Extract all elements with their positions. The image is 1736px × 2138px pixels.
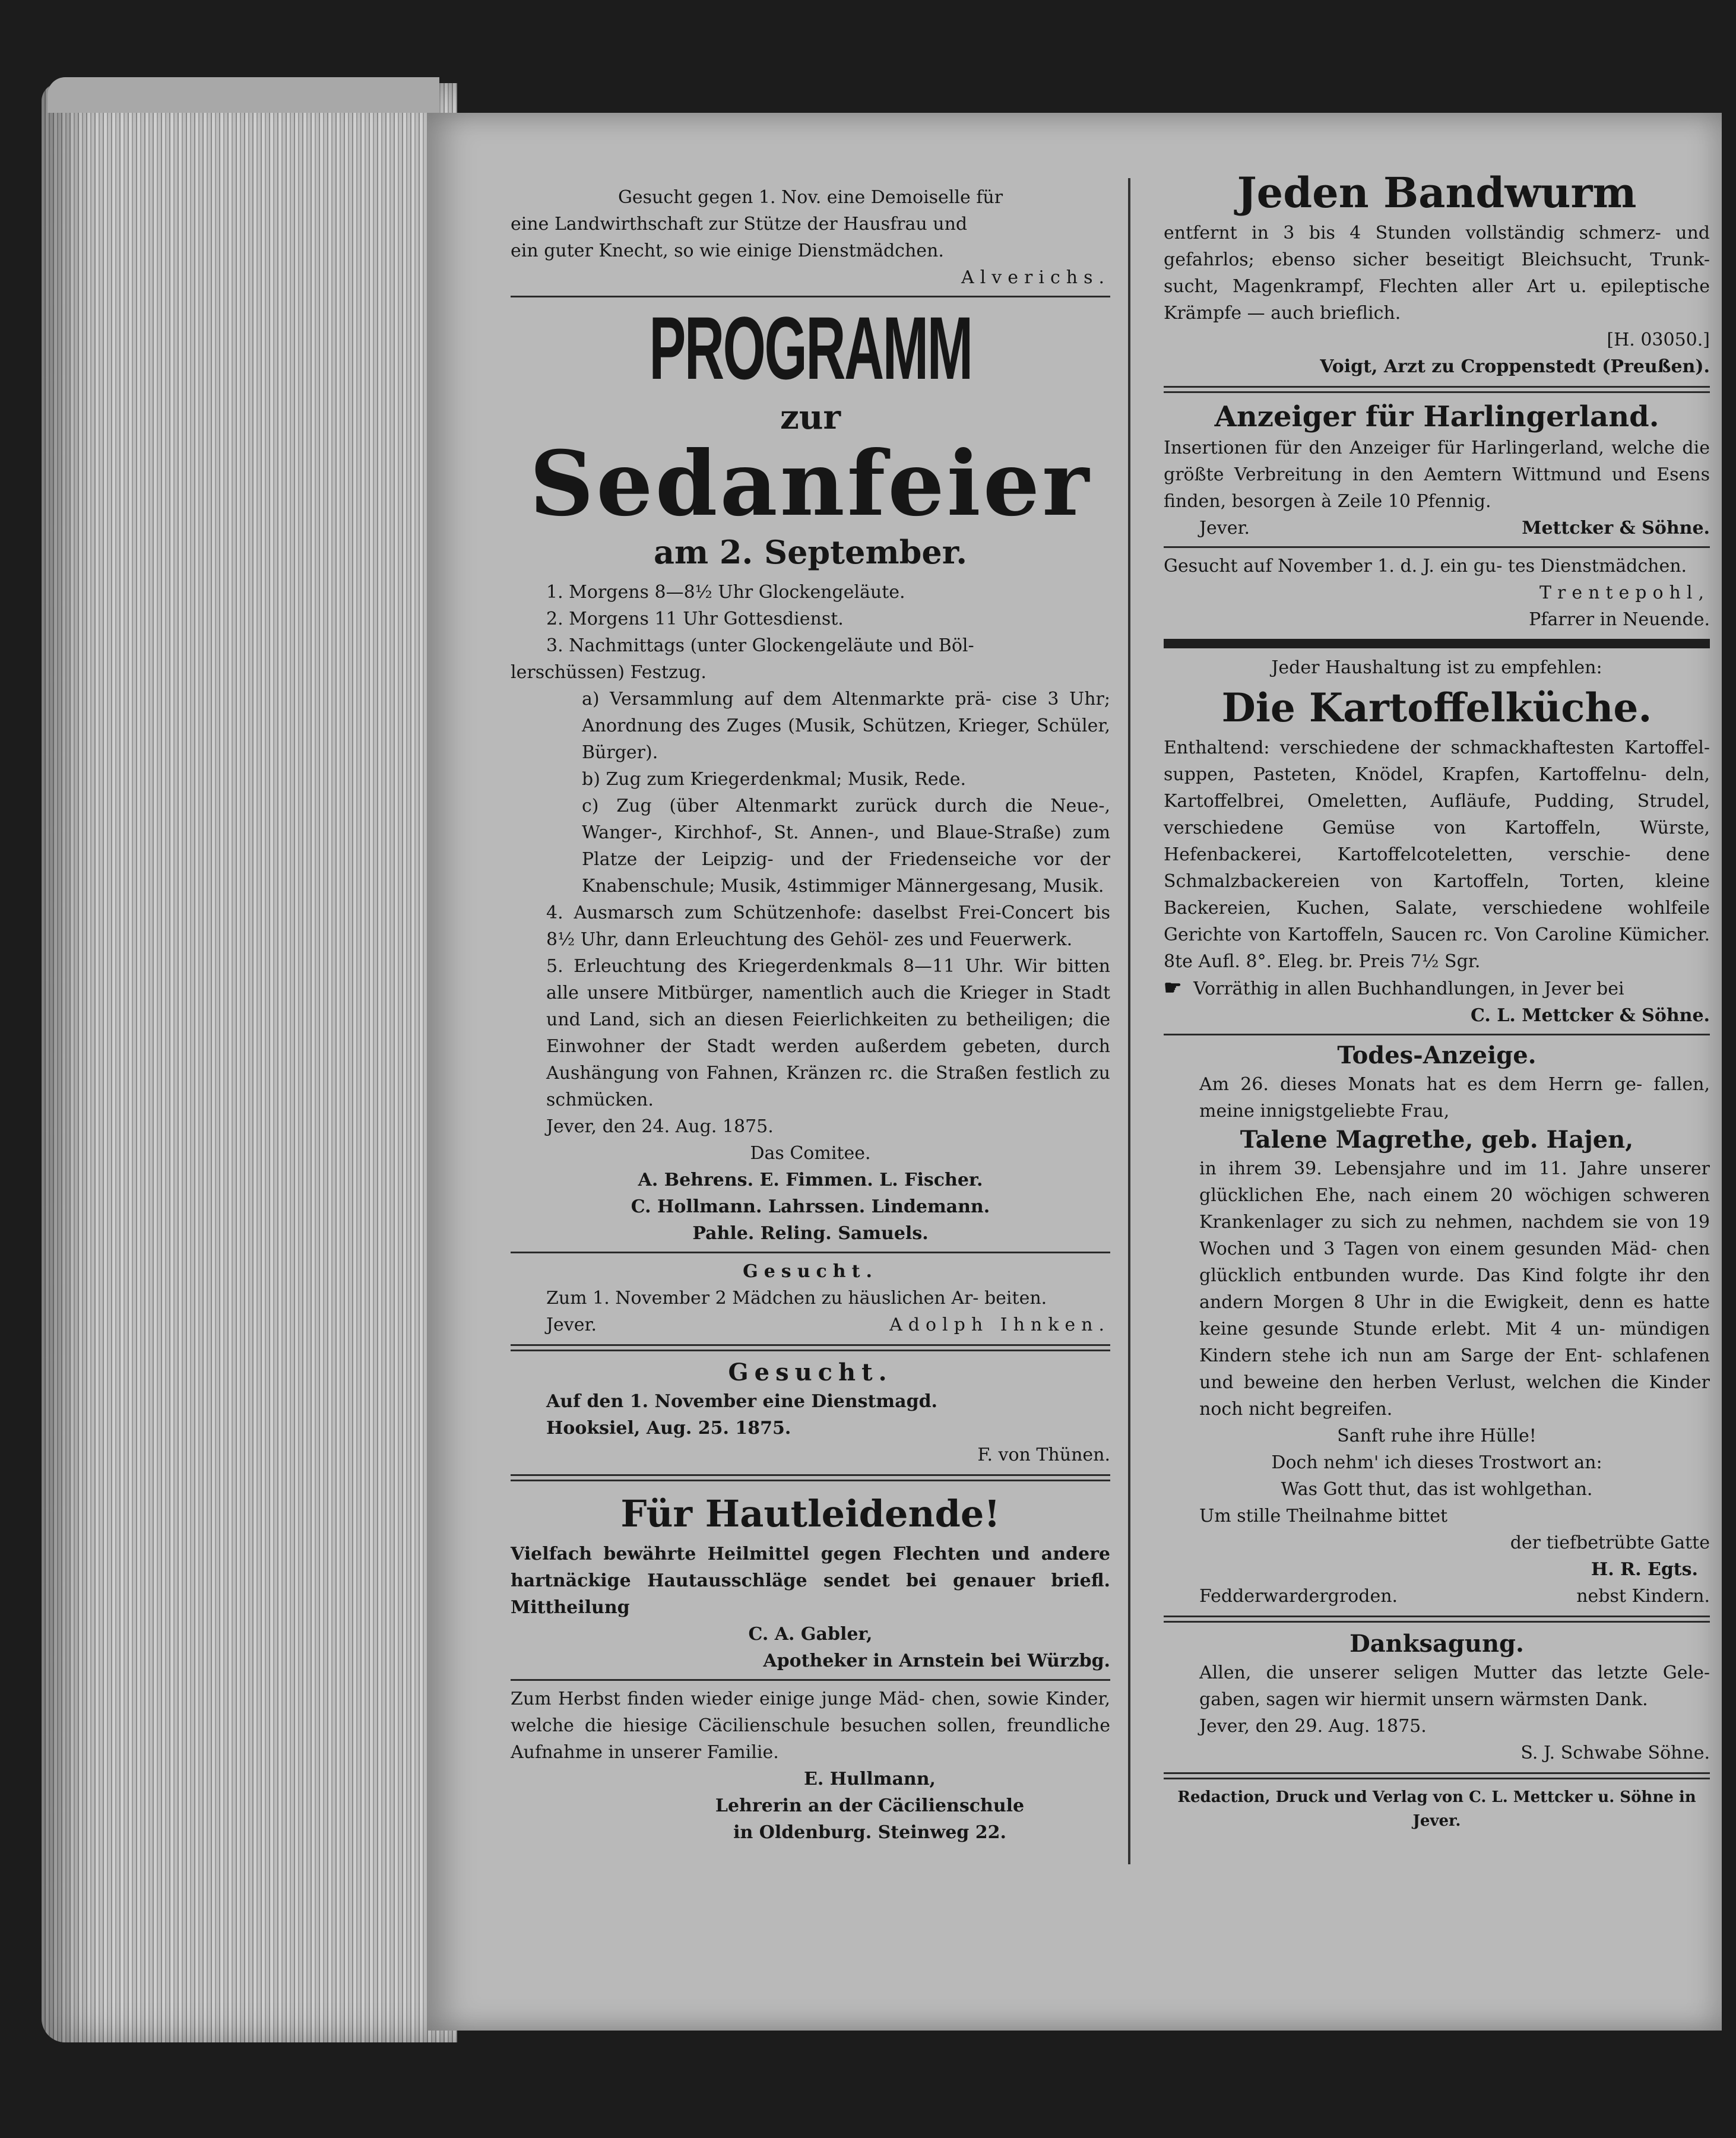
ad-heading: Jeden Bandwurm [1237, 168, 1637, 217]
ad-demoiselle [511, 184, 1110, 291]
program-comite: Das Comitee. [750, 1143, 871, 1164]
ad-text: Allen, die unserer seligen Mutter das letzte Gele- gaben, sagen wir hiermit unsern wärmsten Dank. [1199, 1662, 1710, 1710]
ad-signature: Pfarrer in Neuende. [1529, 609, 1710, 630]
verse-line: Doch nehm' ich dieses Trostwort an: [1271, 1452, 1602, 1473]
program-item: 1. Morgens 8—8½ Uhr Glockengeläute. [546, 582, 905, 603]
program-item: 3. Nachmittags (unter Glockengeläute und Böl- [546, 635, 974, 656]
ad-text: in ihrem 39. Lebensjahre und im 11. Jahre unserer glücklichen Ehe, nach einem 20 wöchigen schweren Krankenlager zu sich zu nehmen, nachdem sie von 19 Wochen und 3 Tagen von einem gesunden Mäd- chen glücklich entbunden wurde. Das Kind folgte ihr den andern Morgen 8 Uhr in die Ewigkeit, denn es hatte keine gesunde Stunde erlebt. Mit 4 un- mündigen Kindern stehe ich nun am Sarge der Ent- schlafenen und beweine den herben Verlust, welchen die Kinder noch nicht begreifen. [1199, 1158, 1710, 1420]
ad-text: Hooksiel, Aug. 25. 1875. [546, 1418, 791, 1439]
rule [1164, 1772, 1710, 1779]
program-names: C. Hollmann. Lahrssen. Lindemann. [631, 1196, 990, 1217]
ad-gesucht-ihnken [511, 1258, 1110, 1338]
ad-line: ein guter Knecht, so wie einige Dienstmädchen. [511, 240, 944, 261]
ad-kartoffelkueche [1164, 654, 1710, 1029]
pointing-hand-icon: ☛ [1164, 976, 1182, 1000]
rule [511, 1474, 1110, 1481]
ad-gesucht-thuenen [511, 1357, 1110, 1468]
rule [511, 296, 1110, 297]
ad-signature: Lehrerin an der Cäcilienschule [715, 1795, 1025, 1816]
ad-name: C. A. Gabler, [748, 1624, 873, 1645]
program-date: am 2. September. [653, 533, 968, 571]
ad-heading: Todes-Anzeige. [1337, 1041, 1537, 1069]
program-sub-b: b) Zug zum Kriegerdenkmal; Musik, Rede. [582, 769, 967, 790]
ad-text: entfernt in 3 bis 4 Stunden vollständig schmerz- und gefahrlos; ebenso sicher beseitigt Bleichsucht, Trunk- sucht, Magenkrampf, Flechten aller Art u. epileptische Krämpfe — auch brieflich. [1164, 223, 1710, 324]
rule [1164, 1616, 1710, 1623]
verse-line: Sanft ruhe ihre Hülle! [1337, 1426, 1537, 1446]
program-item-4: 4. Ausmarsch zum Schützenhofe: daselbst Frei-Concert bis 8½ Uhr, dann Erleuchtung des Gehöl- zes und Feuerwerk. [546, 902, 1110, 950]
rule [511, 1252, 1110, 1253]
ad-signature: nebst Kindern. [1576, 1586, 1710, 1607]
ad-signature: S. J. Schwabe Söhne. [1520, 1743, 1710, 1763]
program-names: Pahle. Reling. Samuels. [692, 1223, 929, 1244]
ad-todesanzeige [1164, 1040, 1710, 1610]
ad-heading: Für Hautleidende! [620, 1492, 1000, 1535]
ad-signature: F. von Thünen. [977, 1445, 1110, 1465]
program-place-date: Jever, den 24. Aug. 1875. [546, 1116, 774, 1137]
ad-cacilienschule [511, 1686, 1110, 1846]
program-item-cont: lerschüssen) Festzug. [511, 662, 707, 683]
ad-signature: in Oldenburg. Steinweg 22. [733, 1822, 1006, 1843]
ad-text: Gesucht auf November 1. d. J. ein gu- tes Dienstmädchen. [1164, 556, 1687, 577]
program-event: Sedanfeier [529, 432, 1092, 536]
ad-signature: H. R. Egts. [1591, 1559, 1698, 1580]
ad-text: Zum 1. November 2 Mädchen zu häuslichen Ar- beiten. [546, 1288, 1047, 1309]
ad-harlingerland [1164, 399, 1710, 541]
right-column [1164, 166, 1710, 1833]
ad-signature: Voigt, Arzt zu Croppenstedt (Preußen). [1320, 356, 1710, 377]
program-sub-c: c) Zug (über Altenmarkt zurück durch die Neue-, Wanger-, Kirchhof-, St. Annen-, und Blaue-Straße) zum Platze der Leipzig- und der Friedenseiche vor der Knabenschule; Musik, 4stimmiger Männergesang, Musik. [582, 796, 1110, 897]
ad-signature: Trentepohl, [1539, 582, 1710, 603]
program-item-5: 5. Erleuchtung des Kriegerdenkmals 8—11 Uhr. Wir bitten alle unsere Mitbürger, namentlich auch die Krieger in Stadt und Land, sich an diesen Feierlichkeiten zu betheiligen; die Einwohner der Stadt werden außerdem gebeten, durch Aushängung von Fahnen, Kränzen rc. die Straßen festlich zu schmücken. [546, 956, 1110, 1110]
ad-heading: Danksagung. [1349, 1630, 1524, 1658]
verse-line: Um stille Theilnahme bittet [1199, 1506, 1448, 1526]
rule [511, 1679, 1110, 1681]
ad-place: Jever. [1199, 518, 1250, 539]
program-names: A. Behrens. E. Fimmen. L. Fischer. [638, 1170, 983, 1190]
rule [1164, 639, 1710, 648]
rule [1164, 546, 1710, 548]
ad-text: Enthaltend: verschiedene der schmackhaftesten Kartoffel- suppen, Pasteten, Knödel, Krapfen, Kartoffelnu- deln, Kartoffelbrei, Omeletten, Aufläufe, Pudding, Strudel, verschiedene Gemüse von Kartoffeln, Würste, Hefenbackerei, Kartoffelcoteletten, verschie- dene Schmalzbackereien von Kartoffeln, Torten, kleine Backereien, Kuchen, Salate, verschiedene wohlfeile Gerichte von Kartoffeln, Saucen rc. Von Caroline Kümicher. 8te Aufl. 8°. Eleg. br. Preis 7½ Sgr. [1164, 737, 1710, 972]
ad-signature: der tiefbetrübte Gatte [1510, 1532, 1710, 1553]
book-top [47, 77, 439, 113]
ad-trentepohl [1164, 553, 1710, 633]
verse-line: Was Gott thut, das ist wohlgethan. [1281, 1479, 1593, 1500]
program-title: PROGRAMM [649, 298, 972, 398]
ad-bandwurm [1164, 166, 1710, 380]
rule [1164, 386, 1710, 393]
ad-line: Gesucht gegen 1. Nov. eine Demoiselle für [617, 187, 1003, 208]
ad-danksagung [1164, 1629, 1710, 1766]
book-edge [42, 83, 457, 2042]
ad-text: Auf den 1. November eine Dienstmagd. [546, 1391, 937, 1412]
imprint: Redaction, Druck und Verlag von C. L. Mettcker u. Söhne in Jever. [1177, 1788, 1696, 1830]
ad-text: Vielfach bewährte Heilmittel gegen Flechten und andere hartnäckige Hautausschläge sendet bei genauer briefl. Mittheilung [511, 1544, 1110, 1618]
newspaper-page [427, 113, 1722, 2031]
program-sedanfeier [511, 298, 1110, 1247]
ad-stock: Vorräthig in allen Buchhandlungen, in Jever bei [1193, 978, 1624, 999]
ad-seller: C. L. Mettcker & Söhne. [1471, 1005, 1710, 1026]
rule [1164, 1034, 1710, 1035]
ad-heading: Anzeiger für Harlingerland. [1214, 400, 1659, 433]
rule [511, 1344, 1110, 1351]
ad-place: Jever. [546, 1315, 597, 1335]
ad-signature: Adolph Ihnken. [889, 1315, 1110, 1335]
ad-heading: Die Kartoffelküche. [1221, 685, 1652, 731]
program-zur: zur [780, 398, 841, 437]
ad-signature: Alverichs. [961, 267, 1110, 288]
deceased-name: Talene Magrethe, geb. Hajen, [1240, 1126, 1634, 1154]
ad-text: Am 26. dieses Monats hat es dem Herrn ge- fallen, meine innigstgeliebte Frau, [1199, 1074, 1710, 1122]
ad-place-date: Jever, den 29. Aug. 1875. [1199, 1716, 1427, 1737]
column-divider [1128, 178, 1130, 1864]
ad-place: Fedderwardergroden. [1199, 1586, 1398, 1607]
ad-text: Zum Herbst finden wieder einige junge Mäd- chen, sowie Kinder, welche die hiesige Cäcilienschule besuchen sollen, freundliche Aufnahme in unserer Familie. [511, 1689, 1110, 1763]
ad-text: Insertionen für den Anzeiger für Harlingerland, welche die größte Verbreitung in den Aemtern Wittmund und Esens finden, besorgen à Zeile 10 Pfennig. [1164, 438, 1710, 512]
ad-line: eine Landwirthschaft zur Stütze der Hausfrau und [511, 214, 968, 235]
ad-signature: E. Hullmann, [804, 1769, 936, 1789]
ad-code: [H. 03050.] [1607, 330, 1710, 350]
ad-heading: Gesucht. [743, 1261, 878, 1282]
left-column [511, 184, 1110, 1846]
program-sub-a: a) Versammlung auf dem Altenmarkte prä- cise 3 Uhr; Anordnung des Zuges (Musik, Schützen, Krieger, Schüler, Bürger). [582, 689, 1110, 763]
ad-pre: Jeder Haushaltung ist zu empfehlen: [1271, 657, 1602, 678]
ad-heading: Gesucht. [728, 1358, 893, 1386]
ad-address: Apotheker in Arnstein bei Würzbg. [763, 1651, 1110, 1671]
ad-hautleidende [511, 1487, 1110, 1674]
ad-signature: Mettcker & Söhne. [1522, 518, 1710, 539]
program-item: 2. Morgens 11 Uhr Gottesdienst. [546, 609, 844, 629]
